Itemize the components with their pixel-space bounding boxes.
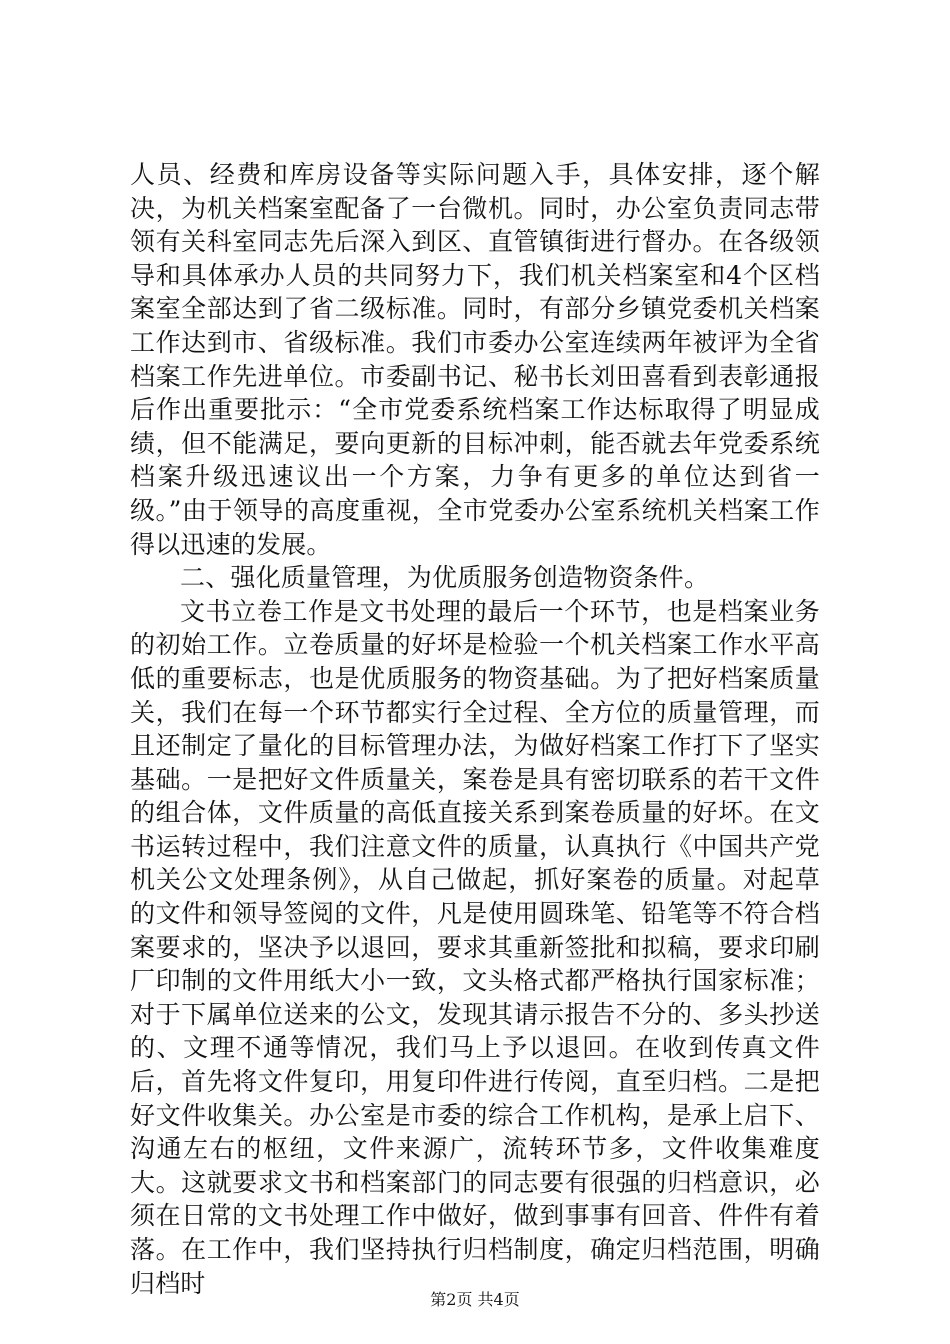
section-heading: 二、强化质量管理，为优质服务创造物资条件。 <box>180 563 710 593</box>
page-footer: 第2页 共4页 <box>430 1290 520 1309</box>
body-text <box>130 158 820 1300</box>
paragraph-quality-management: 文书立卷工作是文书处理的最后一个环节，也是档案业务的初始工作。立卷质量的好坏是检验一个机关档案工作水平高低的重要标志，也是优质服务的物资基础。为了把好档案质量关，我们在每一个环节都实行全过程、全方位的质量管理，而且还制定了量化的目标管理办法，为做好档案工作打下了坚实基础。一是把好文件质量关，案卷是具有密切联系的若干文件的组合体，文件质量的高低直接关系到案卷质量的好坏。在文书运转过程中，我们注意文件的质量，认真执行《中国共产党机关公文处理条例》，从自己做起，抓好案卷的质量。对起草的文件和领导签阅的文件，凡是使用圆珠笔、铅笔等不符合档案要求的，坚决予以退回，要求其重新签批和拟稿，要求印刷厂印制的文件用纸大小一致，文头格式都严格执行国家标准；对于下属单位送来的公文，发现其请示报告不分的、多头抄送的、文理不通等情况，我们马上予以退回。在收到传真文件后，首先将文件复印，用复印件进行传阅，直至归档。二是把好文件收集关。办公室是市委的综合工作机构，是承上启下、沟通左右的枢纽，文件来源广，流转环节多，文件收集难度大。这就要求文书和档案部门的同志要有很强的归档意识，必须在日常的文书处理工作中做好，做到事事有回音、件件有着落。在工作中，我们坚持执行归档制度，确定归档范围，明确归档时 <box>130 596 820 1298</box>
paragraph-continuation: 人员、经费和库房设备等实际问题入手，具体安排，逐个解决，为机关档案室配备了一台微机。同时，办公室负责同志带领有关科室同志先后深入到区、直管镇街进行督办。在各级领导和具体承办人员的共同努力下，我们机关档案室和4个区档案室全部达到了省二级标准。同时，有部分乡镇党委机关档案工作达到市、省级标准。我们市委办公室连续两年被评为全省档案工作先进单位。市委副书记、秘书长刘田喜看到表彰通报后作出重要批示：“全市党委系统档案工作达标取得了明显成绩，但不能满足，要向更新的目标冲刺，能否就去年党委系统档案升级迅速议出一个方案，力争有更多的单位达到省一级。”由于领导的高度重视，全市党委办公室系统机关档案工作得以迅速的发展。 <box>130 160 820 559</box>
